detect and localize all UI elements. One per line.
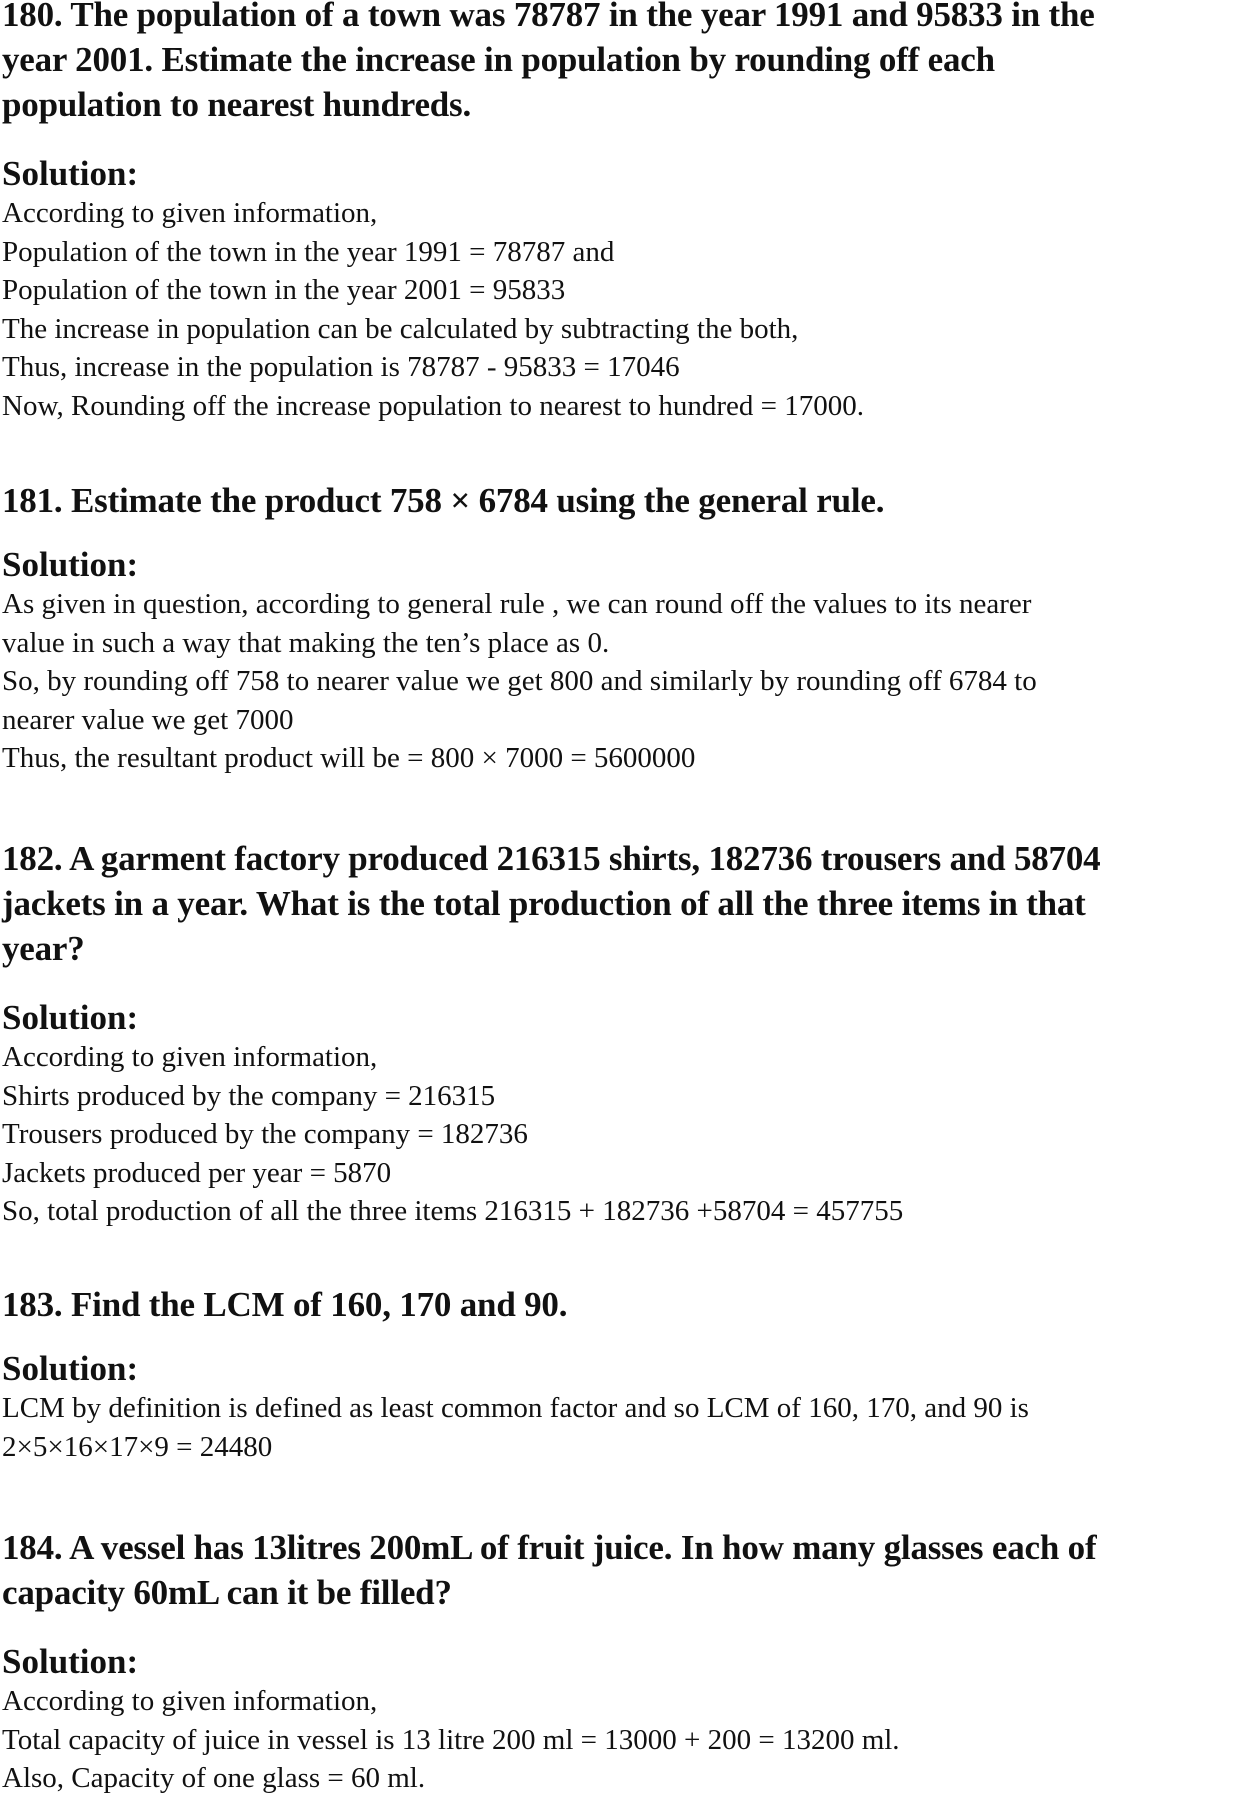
solution-body (2, 194, 1240, 425)
solution-body (2, 1389, 1240, 1466)
solution-line: According to given information, (2, 197, 378, 229)
question-182 (2, 836, 1240, 1231)
question-title (2, 1525, 1240, 1615)
solution-line: As given in question, according to general rule , we can round off the values to its nearer (2, 588, 1032, 620)
question-title-line: capacity 60mL can it be filled? (2, 1573, 452, 1612)
question-title-line: 180. The population of a town was 78787 in the year 1991 and 95833 in the (2, 0, 1095, 34)
solution-line: Thus, increase in the population is 78787 - 95833 = 17046 (2, 351, 680, 383)
solution-line: Population of the town in the year 1991 = 78787 and (2, 235, 615, 268)
solution-line: So, total production of all the three items 216315 + 182736 +58704 = 457755 (2, 1195, 904, 1227)
solution-line: Total capacity of juice in vessel is 13 litre 200 ml = 13000 + 200 = 13200 ml. (2, 1723, 900, 1756)
solution-heading: Solution: (2, 154, 139, 193)
question-title (2, 836, 1240, 971)
question-184 (2, 1525, 1240, 1798)
solution-line: value in such a way that making the ten’s place as 0. (2, 626, 610, 659)
question-title-line: year? (2, 929, 85, 968)
question-183 (2, 1282, 1240, 1466)
question-title-line: population to nearest hundreds. (2, 85, 472, 124)
solution-heading: Solution: (2, 1642, 139, 1681)
solution-line: Now, Rounding off the increase population to nearest to hundred = 17000. (2, 389, 865, 422)
question-title-line: 182. A garment factory produced 216315 shirts, 182736 trousers and 58704 (2, 839, 1101, 878)
solution-line: Also, Capacity of one glass = 60 ml. (2, 1762, 426, 1794)
solution-line: So, by rounding off 758 to nearer value we get 800 and similarly by rounding off 6784 to (2, 665, 1037, 697)
question-181 (2, 478, 1240, 778)
solution-body (2, 585, 1240, 778)
question-title (2, 478, 1240, 523)
question-title-line: 184. A vessel has 13litres 200mL of fruit juice. In how many glasses each of (2, 1528, 1097, 1567)
question-title-line: 181. Estimate the product 758 × 6784 using the general rule. (2, 481, 885, 520)
question-title (2, 0, 1240, 127)
solution-heading: Solution: (2, 1349, 139, 1388)
solution-line: Jackets produced per year = 5870 (2, 1156, 392, 1189)
question-title-line: year 2001. Estimate the increase in population by rounding off each (2, 40, 995, 79)
question-title (2, 1282, 1240, 1327)
solution-line: According to given information, (2, 1685, 378, 1717)
solution-heading: Solution: (2, 998, 139, 1037)
solution-line: Population of the town in the year 2001 = 95833 (2, 274, 566, 306)
solution-heading: Solution: (2, 545, 139, 584)
question-180 (2, 0, 1240, 425)
solution-line: Shirts produced by the company = 216315 (2, 1079, 496, 1112)
question-title-line: jackets in a year. What is the total production of all the three items in that (2, 884, 1086, 923)
solution-line: According to given information, (2, 1041, 378, 1073)
solution-body (2, 1038, 1240, 1231)
solution-line: Thus, the resultant product will be = 800 × 7000 = 5600000 (2, 742, 696, 774)
solution-line: LCM by definition is defined as least common factor and so LCM of 160, 170, and 90 is (2, 1392, 1029, 1424)
solution-line: The increase in population can be calculated by subtracting the both, (2, 312, 799, 345)
solution-line: 2×5×16×17×9 = 24480 (2, 1430, 273, 1463)
solution-body (2, 1682, 1240, 1798)
solution-line: Trousers produced by the company = 182736 (2, 1118, 528, 1150)
question-title-line: 183. Find the LCM of 160, 170 and 90. (2, 1285, 568, 1324)
solution-line: nearer value we get 7000 (2, 703, 294, 736)
